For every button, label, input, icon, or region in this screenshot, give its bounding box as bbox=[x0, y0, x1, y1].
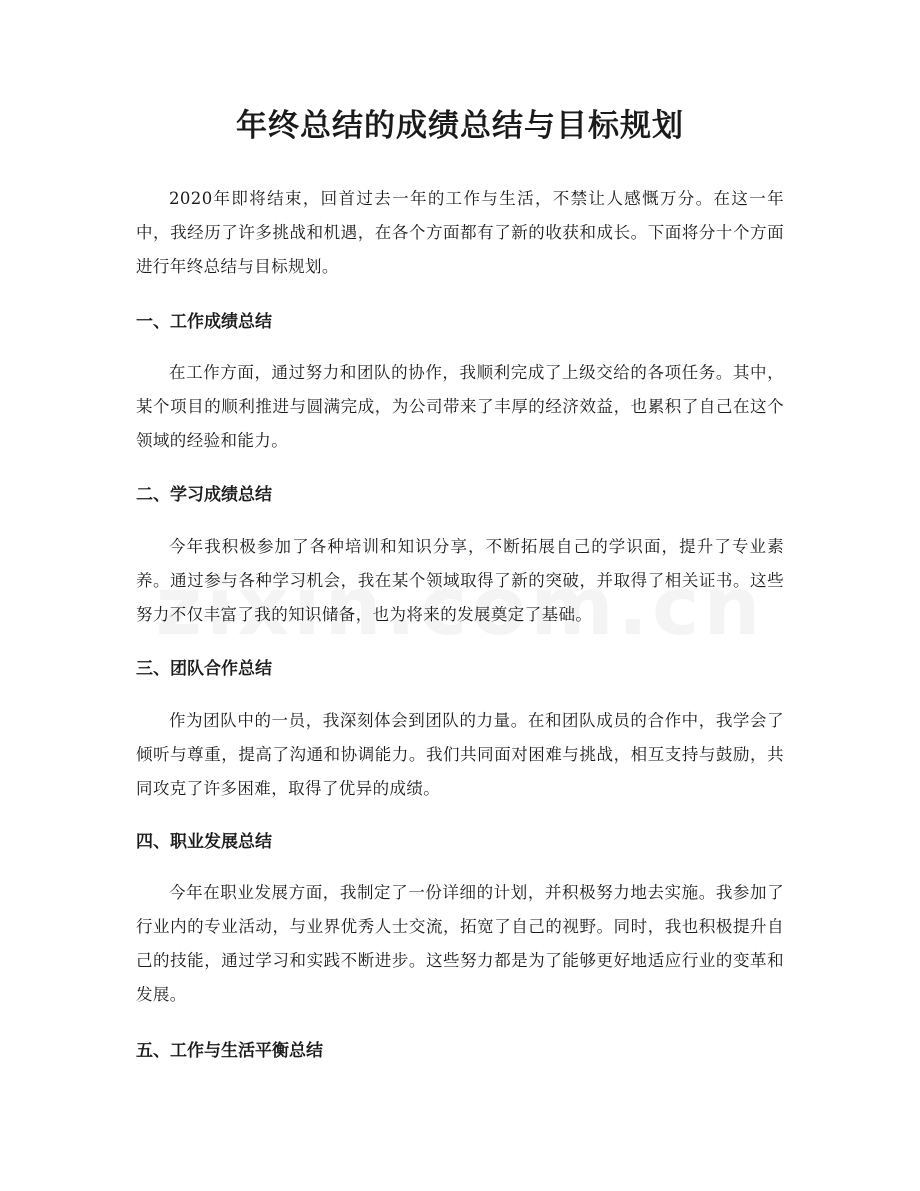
section-5-heading: 五、工作与生活平衡总结 bbox=[136, 1041, 323, 1061]
section-4-body: 今年在职业发展方面，我制定了一份详细的计划，并积极努力地去实施。我参加了行业内的专业活动，与业界优秀人士交流，拓宽了自己的视野。同时，我也积极提升自己的技能，通过学习和实践不断进步。这些努力都是为了能够更好地适应行业的变革和发展。 bbox=[136, 883, 784, 1004]
section-4-heading: 四、职业发展总结 bbox=[136, 832, 272, 852]
section-1-body: 在工作方面，通过努力和团队的协作，我顺利完成了上级交给的各项任务。其中，某个项目的顺利推进与圆满完成，为公司带来了丰厚的经济效益，也累积了自己在这个领域的经验和能力。 bbox=[136, 363, 784, 450]
section-3-heading: 三、团队合作总结 bbox=[136, 659, 272, 679]
section-2-heading: 二、学习成绩总结 bbox=[136, 485, 272, 505]
section-1-heading: 一、工作成绩总结 bbox=[136, 312, 272, 332]
section-2-body: 今年我积极参加了各种培训和知识分享，不断拓展自己的学识面，提升了专业素养。通过参与各种学习机会，我在某个领域取得了新的突破，并取得了相关证书。这些努力不仅丰富了我的知识储备，也为将来的发展奠定了基础。 bbox=[136, 537, 784, 624]
intro-paragraph: 2020年即将结束，回首过去一年的工作与生活，不禁让人感慨万分。在这一年中，我经历了许多挑战和机遇，在各个方面都有了新的收获和成长。下面将分十个方面进行年终总结与目标规划。 bbox=[136, 189, 784, 276]
section-3-body: 作为团队中的一员，我深刻体会到团队的力量。在和团队成员的合作中，我学会了倾听与尊重，提高了沟通和协调能力。我们共同面对困难与挑战，相互支持与鼓励，共同攻克了许多困难，取得了优异的成绩。 bbox=[136, 711, 784, 798]
document-title: 年终总结的成绩总结与目标规划 bbox=[236, 108, 684, 144]
